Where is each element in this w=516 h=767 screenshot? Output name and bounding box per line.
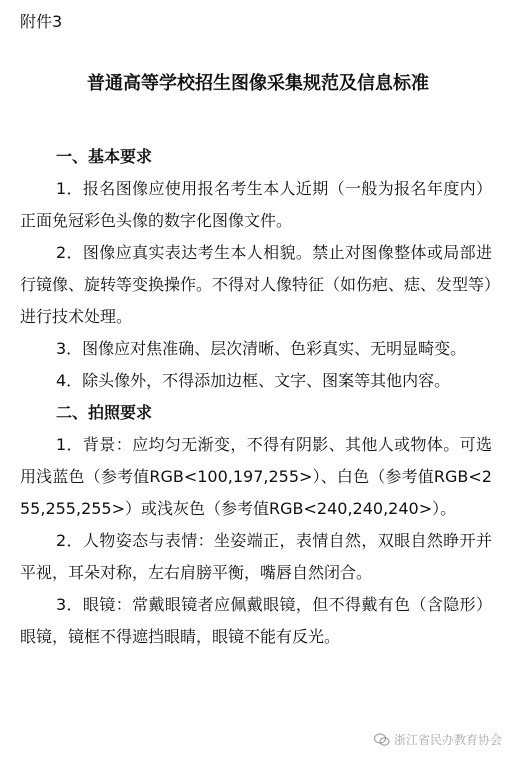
paragraph-photo-3: 3．眼镜：常戴眼镜者应佩戴眼镜，但不得戴有色（含隐形）眼镜，镜框不得遮挡眼睛，眼镜不能有反光。: [20, 595, 492, 646]
attachment-label: 附件3: [20, 12, 63, 31]
paragraph-basic-2: 2．图像应真实表达考生本人相貌。禁止对图像整体或局部进行镜像、旋转等变换操作。不得对人像特征（如伤疤、痣、发型等）进行技术处理。: [20, 243, 493, 326]
wechat-icon: [374, 733, 390, 747]
section-heading-photo: 二、拍照要求: [56, 403, 153, 422]
watermark-text: 浙江省民办教育协会: [393, 733, 502, 747]
paragraph-photo-2: 2．人物姿态与表情：坐姿端正，表情自然，双眼自然睁开并平视，耳朵对称，左右肩膀平衡，嘴唇自然闭合。: [20, 531, 492, 582]
document-title: 普通高等学校招生图像采集规范及信息标准: [87, 73, 429, 94]
paragraph-basic-4: 4．除头像外，不得添加边框、文字、图案等其他内容。: [56, 371, 451, 390]
paragraph-basic-3: 3．图像应对焦准确、层次清晰、色彩真实、无明显畸变。: [56, 339, 467, 358]
source-watermark: [374, 732, 502, 748]
document-body: [20, 141, 492, 653]
paragraph-photo-1: 1．背景：应均匀无渐变，不得有阴影、其他人或物体。可选用浅蓝色（参考值RGB<100,197,255>）、白色（参考值RGB<255,255,255>）或浅灰色（参考值RGB<240,240,240>）。: [20, 435, 492, 518]
section-heading-basic: 一、基本要求: [56, 147, 153, 166]
paragraph-basic-1: 1．报名图像应使用报名考生本人近期（一般为报名年度内）正面免冠彩色头像的数字化图像文件。: [20, 179, 492, 230]
